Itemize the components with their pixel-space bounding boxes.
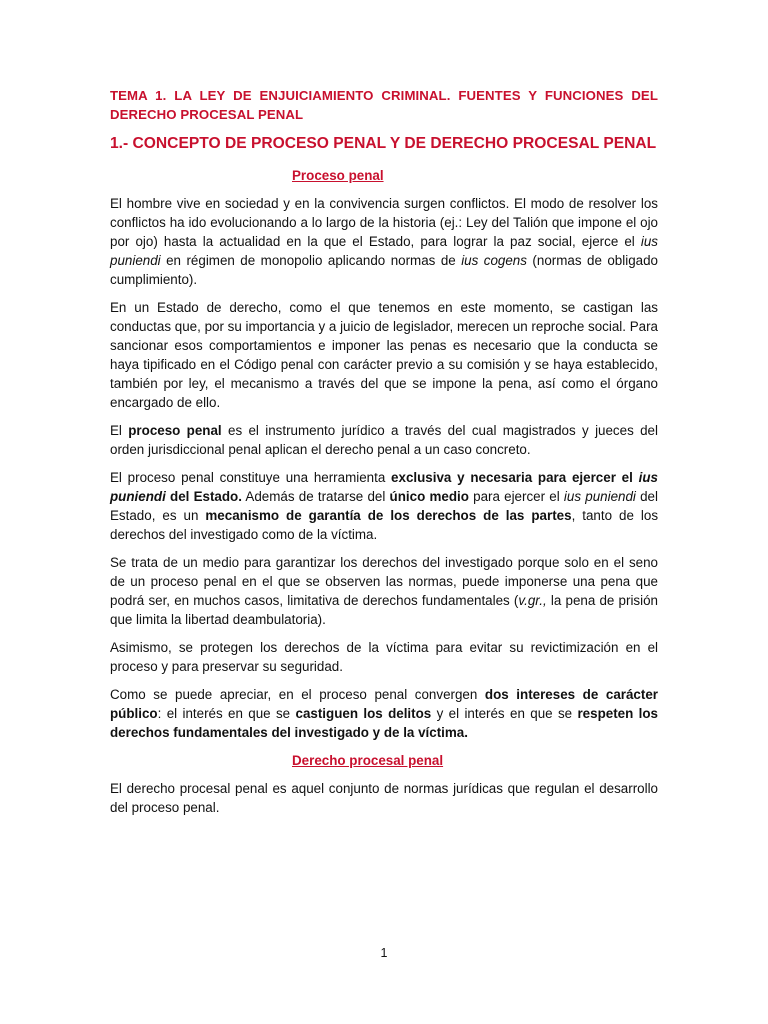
paragraph-6: Asimismo, se protegen los derechos de la víctima para evitar su revictimización en el proceso y para preservar su seguridad. — [110, 640, 658, 674]
subheading-proceso-penal: Proceso penal — [292, 168, 384, 183]
text-run-bold: mecanismo de garantía de los derechos de las partes — [205, 508, 572, 523]
paragraph-5 — [110, 553, 658, 629]
paragraph-2: En un Estado de derecho, como el que tenemos en este momento, se castigan las conductas que, por su importancia y a juicio de legislador, merecen un reproche social. Para sancionar esos comportamientos e imponer las penas es necesario que la conducta se haya tipificado en el Código penal con carácter previo a su comisión y se haya establecido, también por ley, el mecanismo a través del que se impone la pena, así como el órgano encargado de ello. — [110, 300, 658, 410]
subheading-derecho-procesal-penal: Derecho procesal penal — [292, 753, 444, 768]
text-run-bold: dos intereses de carácter público — [110, 687, 658, 721]
text-run: en régimen de monopolio aplicando normas de — [160, 253, 462, 268]
page-number: 1 — [380, 946, 388, 960]
text-run: (normas de obligado cumplimiento). — [110, 253, 658, 287]
text-run: Se trata de un medio para garantizar los derechos del investigado porque solo en el seno de un proceso penal en el que se observen las normas, puede imponerse una pena que podrá ser, en muchos casos, limitativa de derechos fundamentales ( — [110, 555, 658, 608]
text-run-italic: ius cogens — [461, 253, 527, 268]
text-run: El — [110, 423, 129, 438]
paragraph-3 — [110, 421, 658, 459]
text-run-bold: exclusiva y necesaria para ejercer el — [391, 470, 639, 485]
text-run-bold: del Estado. — [165, 489, 242, 504]
text-run: y el interés en que se — [431, 706, 578, 721]
paragraph-8: El derecho procesal penal es aquel conjunto de normas jurídicas que regulan el desarrollo del proceso penal. — [110, 781, 658, 815]
paragraph-4 — [110, 468, 658, 544]
document-title: TEMA 1. LA LEY DE ENJUICIAMIENTO CRIMINAL. FUENTES Y FUNCIONES DEL DERECHO PROCESAL PENAL — [110, 88, 658, 122]
text-run: del Estado, es un — [110, 489, 658, 523]
text-run: es el instrumento jurídico a través del cual magistrados y jueces del orden jurisdiccional penal aplican el derecho penal a un caso concreto. — [110, 423, 658, 457]
text-run: , tanto de los derechos del investigado como de la víctima. — [110, 508, 659, 542]
text-run-bold: único medio — [389, 489, 469, 504]
text-run-bold-italic: ius puniendi — [110, 470, 658, 504]
text-run: Como se puede apreciar, en el proceso penal convergen — [110, 687, 485, 702]
text-run-bold: respeten los derechos fundamentales del investigado y de la víctima. — [110, 706, 658, 740]
text-run-bold: proceso penal — [128, 423, 222, 438]
text-run: para ejercer el — [468, 489, 564, 504]
text-run: Además de tratarse del — [241, 489, 390, 504]
text-run-italic: ius puniendi — [563, 489, 636, 504]
paragraph-1 — [110, 194, 658, 289]
text-run: El proceso penal constituye una herramienta — [110, 470, 392, 485]
text-run: El hombre vive en sociedad y en la convivencia surgen conflictos. El modo de resolver los conflictos ha ido evolucionando a lo largo de la historia (ej.: Ley del Talión que impone el ojo por ojo) hasta la actualidad en la que el Estado, para lograr la paz social, ejerce el — [110, 196, 658, 249]
text-run: la pena de prisión que limita la libertad deambulatoria). — [110, 593, 659, 627]
text-run-italic: v.gr., — [518, 593, 547, 608]
text-run-bold: castiguen los delitos — [295, 706, 432, 721]
section-heading: 1.- CONCEPTO DE PROCESO PENAL Y DE DERECHO PROCESAL PENAL — [110, 135, 657, 152]
text-run: : el interés en que se — [157, 706, 296, 721]
text-run-italic: ius puniendi — [110, 234, 658, 268]
paragraph-7 — [110, 685, 658, 742]
